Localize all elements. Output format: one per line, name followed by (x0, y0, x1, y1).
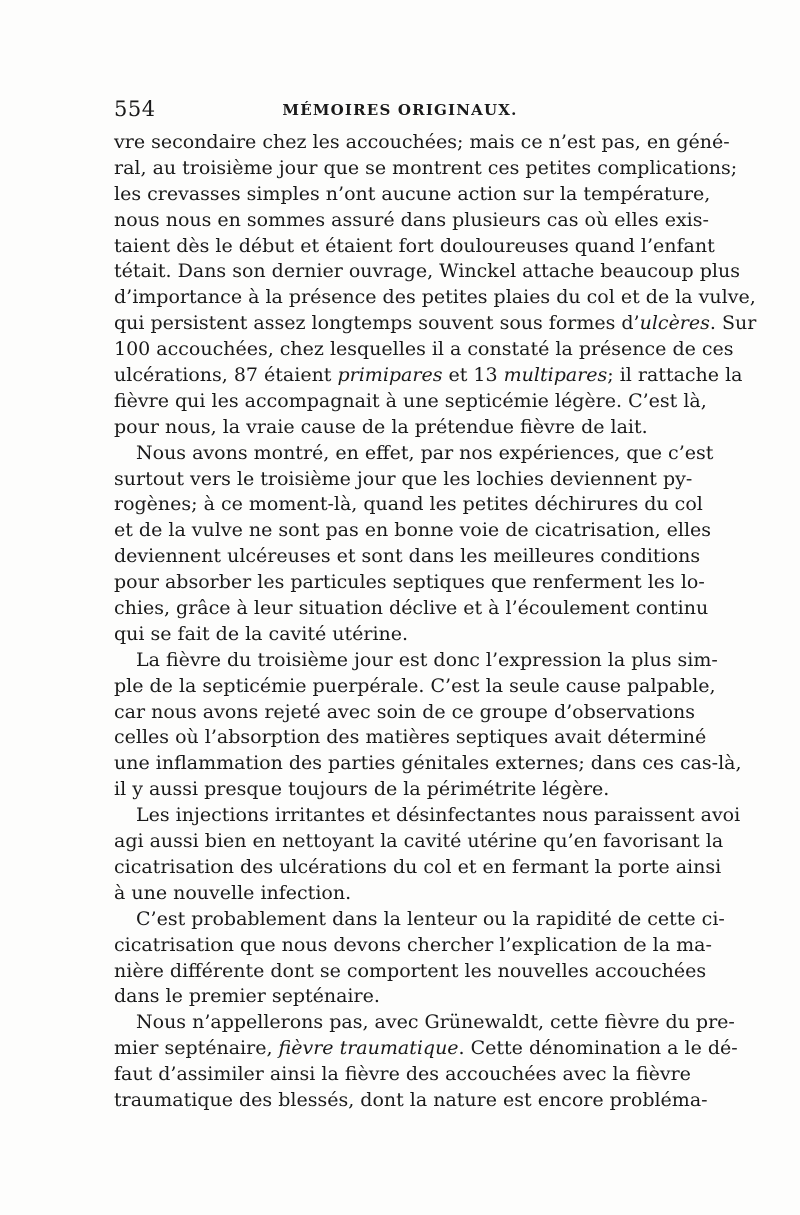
text-line: une inflammation des parties génitales externes; dans ces cas-là, (114, 752, 742, 775)
text-line: mier septénaire, fièvre traumatique. Cette dénomination a le dé- (114, 1037, 738, 1060)
text-line: cicatrisation que nous devons chercher l’explication de la ma- (114, 933, 712, 956)
page-number: 554 (114, 97, 156, 121)
text-line: car nous avons rejeté avec soin de ce groupe d’observations (114, 700, 696, 723)
text-line: les crevasses simples n’ont aucune action sur la température, (114, 182, 711, 205)
text-line: 100 accouchées, chez lesquelles il a constaté la présence de ces (114, 338, 734, 361)
text-line: d’importance à la présence des petites plaies du col et de la vulve, (114, 286, 756, 309)
body-text (114, 130, 757, 1114)
paragraph-4 (114, 803, 741, 907)
text-line: il y aussi presque toujours de la périmétrite légère. (114, 778, 610, 801)
text-line: dans le premier septénaire. (114, 985, 380, 1008)
text-line: pour nous, la vraie cause de la prétendue fièvre de lait. (114, 415, 648, 438)
paragraph-1 (114, 130, 757, 441)
text-line: Les injections irritantes et désinfectantes nous paraissent avoi (136, 804, 741, 827)
text-line: faut d’assimiler ainsi la fièvre des accouchées avec la fièvre (114, 1063, 691, 1086)
text-line: celles où l’absorption des matières septiques avait déterminé (114, 726, 707, 749)
text-line: chies, grâce à leur situation déclive et à l’écoulement continu (114, 597, 709, 620)
text-line: agi aussi bien en nettoyant la cavité utérine qu’en favorisant la (114, 830, 724, 853)
running-title: MÉMOIRES ORIGINAUX. (282, 101, 518, 119)
text-line: tétait. Dans son dernier ouvrage, Winckel attache beaucoup plus (114, 260, 740, 283)
text-line: et de la vulve ne sont pas en bonne voie de cicatrisation, elles (114, 519, 712, 542)
text-line: qui persistent assez longtemps souvent sous formes d’ulcères. Sur (114, 312, 757, 335)
text-line: deviennent ulcéreuses et sont dans les meilleures conditions (114, 545, 701, 568)
text-line: rogènes; à ce moment-là, quand les petites déchirures du col (114, 493, 703, 516)
text-line: nous nous en sommes assuré dans plusieurs cas où elles exis- (114, 208, 709, 231)
running-head (114, 97, 686, 127)
text-line: fièvre qui les accompagnait à une septicémie légère. C’est là, (114, 389, 707, 412)
text-line: nière différente dont se comportent les nouvelles accouchées (114, 959, 707, 982)
paragraph-6 (114, 1010, 738, 1114)
text-line: La fièvre du troisième jour est donc l’expression la plus sim- (136, 648, 718, 671)
text-line: ulcérations, 87 étaient primipares et 13 multipares; il rattache la (114, 364, 743, 387)
text-line: surtout vers le troisième jour que les lochies deviennent py- (114, 467, 693, 490)
text-line: vre secondaire chez les accouchées; mais ce n’est pas, en géné- (114, 131, 730, 153)
paragraph-2 (114, 441, 714, 648)
text-line: Nous n’appellerons pas, avec Grünewaldt, cette fièvre du pre- (136, 1011, 735, 1034)
text-line: traumatique des blessés, dont la nature est encore probléma- (114, 1088, 708, 1111)
text-line: cicatrisation des ulcérations du col et en fermant la porte ainsi (114, 855, 722, 878)
text-line: Nous avons montré, en effet, par nos expériences, que c’est (136, 441, 714, 464)
text-line: ple de la septicémie puerpérale. C’est la seule cause palpable, (114, 674, 716, 697)
text-line: ral, au troisième jour que se montrent ces petites complications; (114, 156, 738, 179)
text-line: qui se fait de la cavité utérine. (114, 622, 409, 645)
text-line: taient dès le début et étaient fort douloureuses quand l’enfant (114, 234, 715, 257)
text-line: C’est probablement dans la lenteur ou la rapidité de cette ci- (136, 907, 725, 930)
text-line: pour absorber les particules septiques que renferment les lo- (114, 571, 705, 594)
text-line: à une nouvelle infection. (114, 881, 352, 904)
paragraph-5 (114, 907, 725, 1011)
paragraph-3 (114, 648, 742, 803)
